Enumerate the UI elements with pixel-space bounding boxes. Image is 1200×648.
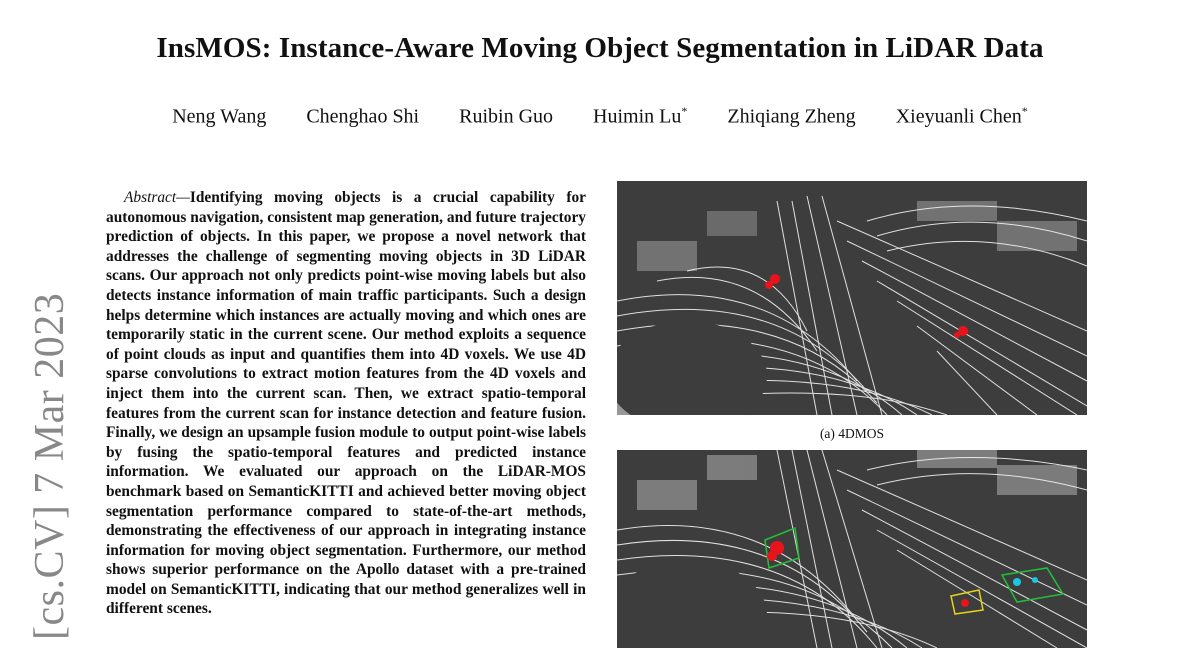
author: Chenghao Shi <box>306 105 420 128</box>
author: Zhiqiang Zheng <box>727 105 856 128</box>
author-list <box>0 104 1200 129</box>
abstract-lead: Abstract— <box>124 189 190 206</box>
author: Neng Wang <box>172 105 267 128</box>
arxiv-stamp: [cs.CV] 7 Mar 2023 <box>27 292 73 640</box>
instance-box-static <box>1002 568 1063 602</box>
author: Xieyuanli Chen* <box>895 104 1028 128</box>
point-cloud-a <box>617 181 1087 415</box>
figure-4dmos-image <box>617 181 1087 415</box>
author: Ruibin Guo <box>459 105 554 128</box>
paper-title: InsMOS: Instance-Aware Moving Object Segmentation in LiDAR Data <box>156 32 1044 64</box>
figure-caption-a: (a) 4DMOS <box>819 426 885 441</box>
abstract-text: Identifying moving objects is a crucial capability for autonomous navigation, consistent map generation, and future trajectory prediction of objects. In this paper, we propose a novel network that addresses the challenge of segmenting moving objects in 3D LiDAR scans. Our approach not only predicts point-wise moving labels but also detects instance information of main traffic participants. Such a design helps determine which instances are actually moving and which ones are temporarily static in the current scene. Our method exploits a sequence of point clouds as input and quantifies them into 4D voxels. We use 4D sparse convolutions to extract motion features from the 4D voxels and inject them into the current scan. Then, we extract spatio-temporal features from the current scan for instance detection and feature fusion. Finally, we design an upsample fusion module to output point-wise labels by fusing the spatio-temporal features and predicted instance information. We evaluated our approach on the LiDAR-MOS benchmark based on SemanticKITTI and achieved better moving object segmentation performance compared to state-of-the-art methods, demonstrating the effectiveness of our approach in integrating instance information for moving object segmentation. Furthermore, our method shows superior performance on the Apollo dataset with a pre-trained model on SemanticKITTI, indicating that our method generalizes well in different scenes. <box>106 189 586 618</box>
abstract <box>106 188 586 619</box>
figure-insmos-image <box>617 450 1087 648</box>
author: Huimin Lu* <box>593 104 688 128</box>
instance-box-yellow <box>951 590 983 614</box>
point-cloud-b <box>617 450 1087 648</box>
moving-object-marker <box>765 274 968 338</box>
